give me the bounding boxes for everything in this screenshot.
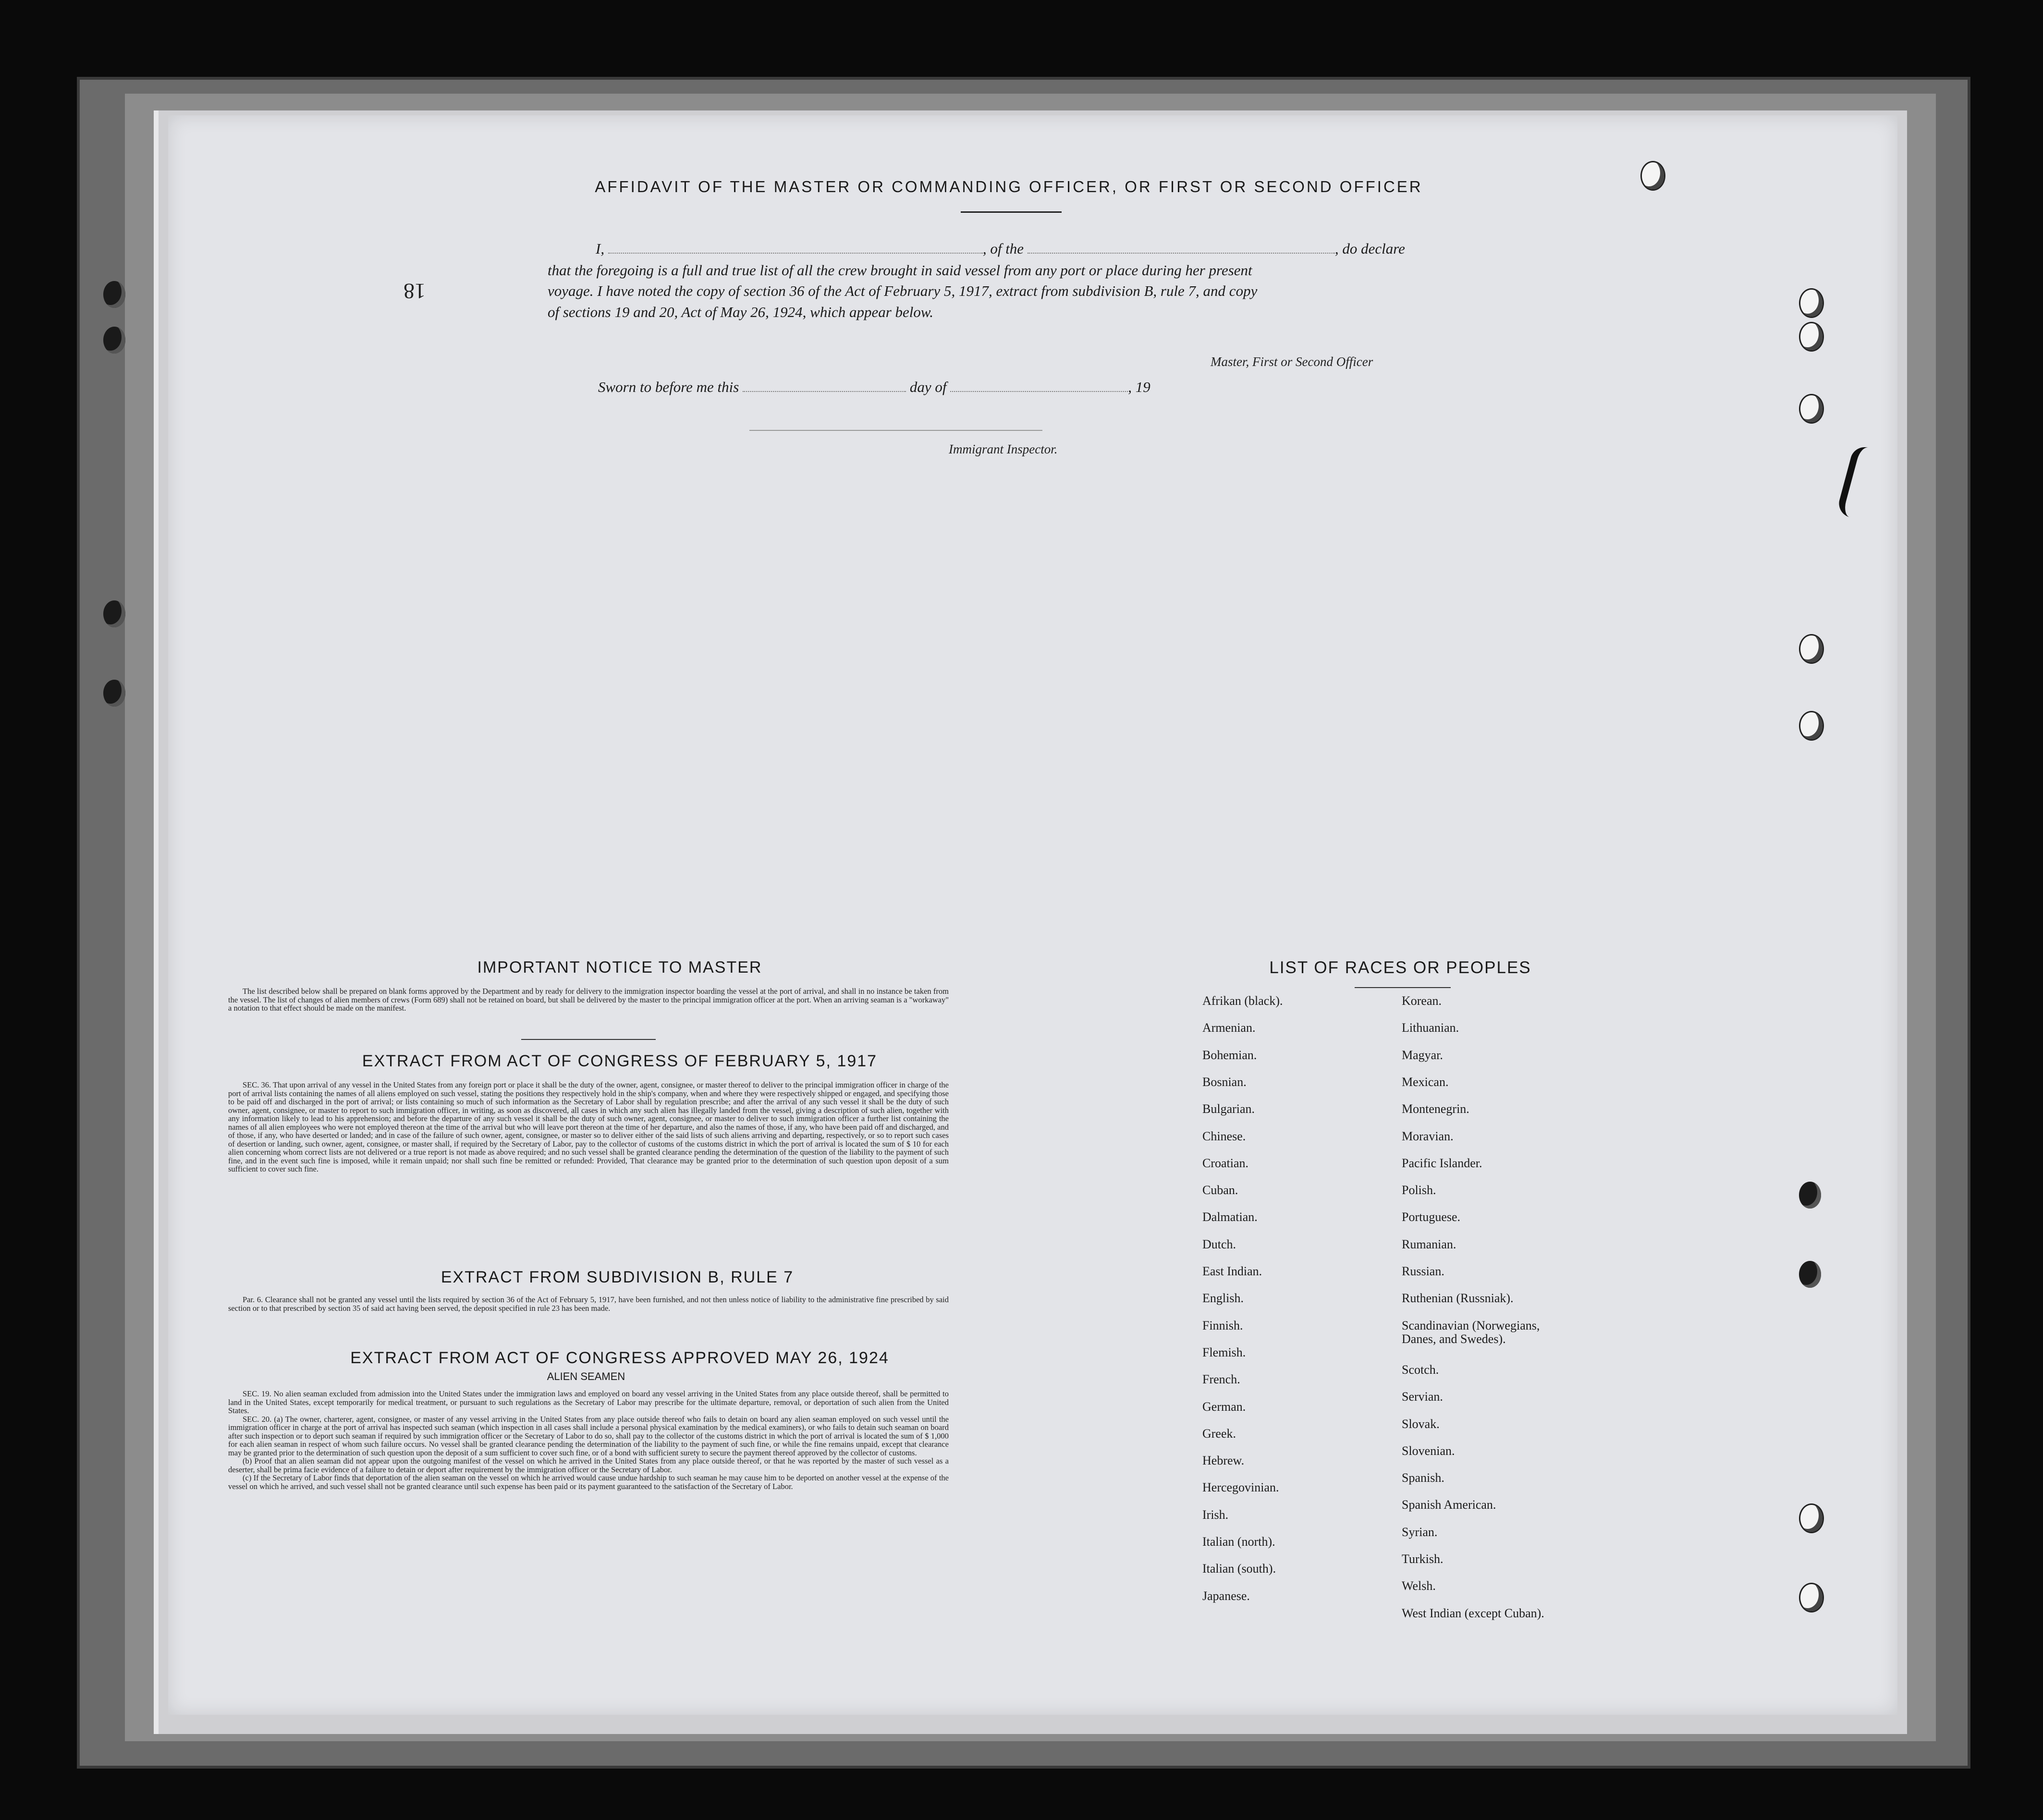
race-item: Cuban.: [1202, 1183, 1238, 1197]
race-item: Afrikan (black).: [1202, 994, 1283, 1008]
sworn-day-field[interactable]: [743, 391, 906, 392]
race-item: Turkish.: [1402, 1552, 1444, 1566]
extract-1917-text: [228, 1081, 949, 1173]
vessel-name-field[interactable]: [1028, 253, 1335, 254]
master-signature-label: Master, First or Second Officer: [1211, 354, 1373, 369]
extract-1924-text: [228, 1390, 949, 1490]
race-item: German.: [1202, 1400, 1246, 1414]
race-item: Syrian.: [1402, 1525, 1438, 1539]
race-item: Bulgarian.: [1202, 1102, 1255, 1116]
race-item: English.: [1202, 1291, 1244, 1305]
notice-heading: IMPORTANT NOTICE TO MASTER: [477, 958, 762, 977]
race-item: Slovenian.: [1402, 1444, 1455, 1458]
race-item: Lithuanian.: [1402, 1021, 1459, 1035]
affidavit-line-3: voyage. I have noted the copy of section 36 of the Act of February 5, 1917, extract from subdivision B, rule 7, and copy: [548, 282, 1258, 299]
separator-1: [521, 1039, 656, 1040]
race-item: Croatian.: [1202, 1156, 1249, 1170]
affidavit-title: AFFIDAVIT OF THE MASTER OR COMMANDING OFFICER, OR FIRST OR SECOND OFFICER: [595, 178, 1423, 195]
sworn-month-field[interactable]: [950, 391, 1128, 392]
race-item: Portuguese.: [1402, 1210, 1461, 1224]
race-item: Mexican.: [1402, 1075, 1449, 1089]
race-item: Chinese.: [1202, 1129, 1246, 1143]
punch-hole-right-2: [1799, 288, 1824, 318]
punch-hole-right-3: [1799, 322, 1824, 352]
race-item: Moravian.: [1402, 1129, 1454, 1143]
title-underline: [961, 211, 1062, 213]
race-item: Greek.: [1202, 1427, 1236, 1441]
race-item: Finnish.: [1202, 1319, 1243, 1332]
race-item: Ruthenian (Russniak).: [1402, 1291, 1514, 1305]
race-item: Japanese.: [1202, 1589, 1250, 1603]
race-item: Polish.: [1402, 1183, 1436, 1197]
race-item: Servian.: [1402, 1390, 1443, 1404]
race-item: East Indian.: [1202, 1264, 1262, 1278]
punch-hole-right-1: [1640, 161, 1665, 191]
race-item: Italian (south).: [1202, 1562, 1276, 1576]
notice-text: [228, 987, 949, 1013]
race-item: Welsh.: [1402, 1579, 1436, 1593]
sec-20c-paragraph: (c) If the Secretary of Labor finds that deportation of the alien seaman on the vessel on which he arrived would cause undue hardship to such seaman he may cause him to be deported on another vessel at the expense of the vessel on which he arrived, and such vessel shall not be granted clearance until such expense has been paid or its payment guaranteed to the satisfaction of the Secretary of Labor.: [228, 1473, 949, 1491]
punch-hole-left-3: [103, 600, 125, 627]
affidavit-do-declare: , do declare: [1334, 240, 1405, 257]
race-item: Hercegovinian.: [1202, 1480, 1279, 1494]
race-item: Dutch.: [1202, 1237, 1236, 1251]
race-item: Pacific Islander.: [1402, 1156, 1482, 1170]
race-item: Korean.: [1402, 994, 1442, 1008]
notice-paragraph: The list described below shall be prepared on blank forms approved by the Department and by ready for delivery to the immigration inspector boarding the vessel at the port of arrival, and shall in no instance be taken from the vessel. The list of changes of alien members of crews (Form 689) shall not be retained on board, but shall be delivered by the master to the principal immigration officer at the port. When an arriving seaman is a "workaway" a notation to that effect should be made on the manifest.: [228, 987, 949, 1013]
race-item: Magyar.: [1402, 1048, 1443, 1062]
punch-hole-right-9: [1799, 1503, 1824, 1533]
race-item: Bohemian.: [1202, 1048, 1257, 1062]
sec-36-paragraph: SEC. 36. That upon arrival of any vessel in the United States from any foreign port or place it shall be the duty of the owner, agent, consignee, or master thereof to deliver to the principal immigration officer in charge of the port of arrival lists containing the names of all aliens employed on such vessel, stating the positions they respectively hold in the ship's company, when and where they were respectively shipped or engaged, and specifying those to be paid off and discharged in the port of arrival; or lists containing so much of such information as the Secretary of Labor shall by regulation prescribe; and after the arrival of any such vessel it shall be the duty of such owner, agent, consignee, or master to report to such immigration officer, in writing, as soon as discovered, all cases in which any such alien has illegally landed from the vessel, giving a description of such alien, together with any information likely to lead to his apprehension; and before the departure of any such vessel it shall be the duty of such owner, agent, consignee, or master to deliver to such immigration officer a further list containing the names of all alien employees who were not employed thereon at the time of the arrival but who will leave port thereon at the time of her departure, and also the names of those, if any, who have been paid off and discharged, and of those, if any, who have deserted or landed; and in case of the failure of such owner, agent, consignee, or master so to deliver either of the said lists of such aliens arriving and departing, respectively, or so to report such cases of desertion or landing, such owner, agent, consignee, or master shall, if required by the Secretary of Labor, pay to the collector of customs of the customs district in which the port of arrival is located the sum of $ 10 for each alien concerning whom correct lists are not delivered or a true report is not made as above required; and no such vessel shall be granted clearance pending the determination of the question of the liability to the payment of such fine, and in the event such fine is imposed, while it remain unpaid; nor shall such fine be remitted or refunded: Provided, That clearance may be granted prior to the determination of such question upon deposit of a sum sufficient to cover such fine.: [228, 1080, 949, 1173]
race-item: Irish.: [1202, 1508, 1229, 1522]
punch-hole-right-10: [1799, 1583, 1824, 1612]
punch-hole-left-1: [103, 281, 125, 308]
race-item: Dalmatian.: [1202, 1210, 1258, 1224]
punch-hole-right-7: [1799, 1182, 1821, 1209]
officer-name-field[interactable]: [608, 253, 983, 254]
par-6-paragraph: Par. 6. Clearance shall not be granted any vessel until the lists required by section 36 of the Act of February 5, 1917, have been furnished, and not then unless notice of liability to the administrative fine prescribed by said section or to that prescribed by section 35 of said act having been served, the deposit specified in rule 23 has been made.: [228, 1295, 949, 1313]
punch-hole-right-4: [1799, 394, 1824, 424]
race-item: Montenegrin.: [1402, 1102, 1469, 1116]
affidavit-i: I,: [596, 240, 605, 257]
inspector-signature-line[interactable]: [749, 430, 1042, 431]
races-title-rule: [1355, 987, 1451, 988]
race-item: Italian (north).: [1202, 1535, 1275, 1549]
punch-hole-left-2: [103, 327, 125, 354]
punch-hole-left-4: [103, 680, 125, 707]
punch-hole-right-8: [1799, 1261, 1821, 1288]
affidavit-line-1: [596, 240, 1405, 257]
sec-20b-paragraph: (b) Proof that an alien seaman did not appear upon the outgoing manifest of the vessel on which he arrived in the United States from any place outside thereof, or that he was reported by the master of such vessel as a deserter, shall be prima facie evidence of a failure to detain or deport after requirement by the immigration officer or the Secretary of Labor.: [228, 1456, 949, 1474]
inspector-label: Immigrant Inspector.: [949, 442, 1058, 456]
race-item: Hebrew.: [1202, 1454, 1245, 1467]
extract-1917-heading: EXTRACT FROM ACT OF CONGRESS OF FEBRUARY 5, 1917: [362, 1052, 878, 1070]
extract-rule7-heading: EXTRACT FROM SUBDIVISION B, RULE 7: [440, 1268, 794, 1286]
extract-1924-heading: EXTRACT FROM ACT OF CONGRESS APPROVED MAY 26, 1924: [350, 1349, 889, 1367]
race-item: Bosnian.: [1202, 1075, 1247, 1089]
race-item: West Indian (except Cuban).: [1402, 1606, 1544, 1620]
race-item: Scandinavian (Norwegians, Danes, and Swedes).: [1402, 1319, 1540, 1346]
sworn-year: , 19: [1128, 379, 1150, 395]
sworn-day-of: day of: [909, 379, 947, 395]
punch-hole-right-5: [1799, 634, 1824, 664]
race-item: Spanish American.: [1402, 1498, 1496, 1512]
sworn-line: [598, 379, 1150, 396]
race-item: Armenian.: [1202, 1021, 1256, 1035]
races-title: LIST OF RACES OR PEOPLES: [1269, 958, 1531, 977]
race-item: Slovak.: [1402, 1417, 1440, 1431]
race-item: Spanish.: [1402, 1471, 1444, 1485]
affidavit-line-2: that the foregoing is a full and true list of all the crew brought in said vessel from any port or place during her present: [548, 262, 1252, 279]
sworn-prefix: Sworn to before me this: [598, 379, 739, 395]
race-item: Rumanian.: [1402, 1237, 1456, 1251]
affidavit-of-the: , of the: [982, 240, 1024, 257]
race-item: Flemish.: [1202, 1345, 1246, 1359]
page-number: 18: [404, 279, 426, 304]
race-item: Scotch.: [1402, 1363, 1439, 1377]
affidavit-line-4: of sections 19 and 20, Act of May 26, 1924, which appear below.: [548, 304, 934, 320]
race-item: Russian.: [1402, 1264, 1444, 1278]
race-item: French.: [1202, 1372, 1240, 1386]
punch-hole-right-6: [1799, 711, 1824, 741]
alien-seamen-subheading: ALIEN SEAMEN: [547, 1370, 625, 1382]
sec-19-paragraph: SEC. 19. No alien seaman excluded from admission into the United States under the immigration laws and employed on board any vessel arriving in the United States from any place outside thereof, shall be permitted to land in the United States, except temporarily for medical treatment, or pursuant to such regulations as the Secretary of Labor may prescribe for the ultimate departure, removal, or deportation of such alien from the United States.: [228, 1389, 949, 1415]
sec-20a-paragraph: SEC. 20. (a) The owner, charterer, agent, consignee, or master of any vessel arriving in the United States from any place outside thereof who fails to detain on board any alien seaman employed on such vessel until the immigration officer in charge at the port of arrival has inspected such seaman (which inspection in all cases shall include a personal physical examination by the medical examiners), or who fails to detain such seaman on board after such inspection or to deport such seaman if required by such immigration officer or the Secretary of Labor to do so, shall pay to the collector of the customs district in which the port of arrival is located the sum of $ 1,000 for each alien seaman in respect of whom such failure occurs. No vessel shall be granted clearance pending the determination of the liability to the payment of such fine, or while the fine remains unpaid, except that clearance may be granted prior to the determination of such question upon the deposit of a sum sufficient to cover such fine, or of a bond with sufficient surety to secure the payment thereof approved by the collector of customs.: [228, 1414, 949, 1457]
extract-rule7-text: [228, 1295, 949, 1312]
